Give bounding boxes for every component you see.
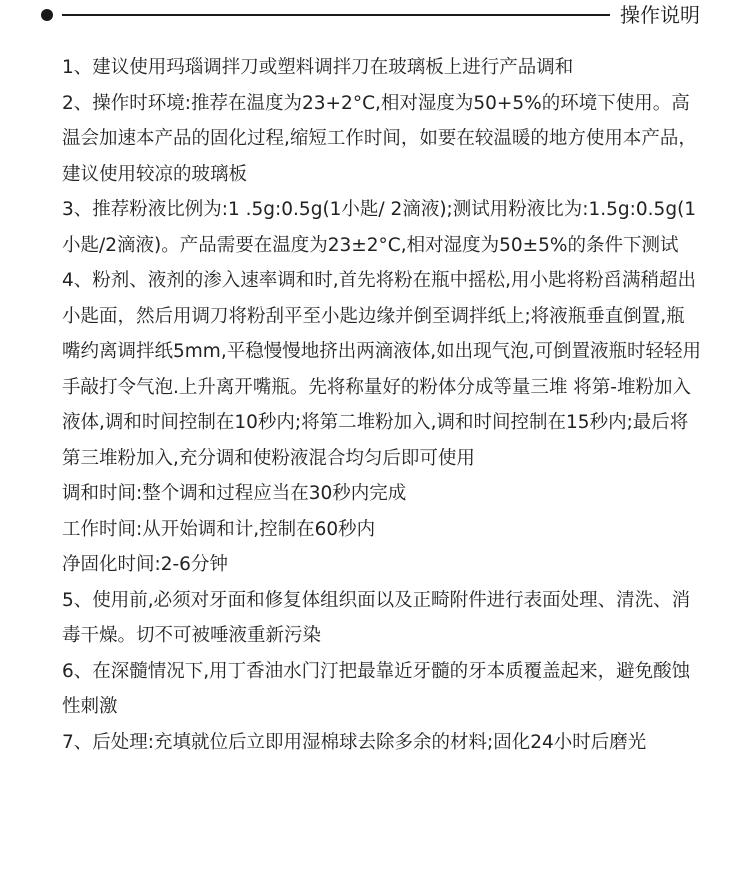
instruction-7: 7、后处理:充填就位后立即用湿棉球去除多余的材料;固化24小时后磨光 — [62, 731, 647, 753]
instruction-2: 2、操作时环境:推荐在温度为23+2°C,相对湿度为50+5%的环境下使用。高温会加速本产品的固化过程,缩短工作时间，如要在较温暖的地方使用本产品，建议使用较凉的玻璃板 — [62, 92, 697, 185]
section-title: 操作说明 — [620, 3, 700, 27]
instruction-6: 6、在深髓情况下,用丁香油水门汀把最靠近牙髓的牙本质覆盖起来，避免酸蚀性刺激 — [62, 660, 691, 717]
instruction-1: 1、建议使用玛瑙调拌刀或塑料调拌刀在玻璃板上进行产品调和 — [62, 57, 574, 78]
instruction-5: 5、使用前,必须对牙面和修复体组织面以及正畸附件进行表面处理、清洗、消毒干燥。切不可被唾液重新污染 — [62, 589, 691, 646]
net-setting-time: 净固化时间:2-6分钟 — [62, 554, 228, 575]
instructions-body — [62, 50, 702, 760]
bullet-dot-icon — [41, 9, 53, 21]
working-time: 工作时间:从开始调和计,控制在60秒内 — [62, 518, 376, 540]
instruction-4: 4、粉剂、液剂的渗入速率调和时,首先将粉在瓶中摇松,用小匙将粉舀满稍超出小匙面，然后用调刀将粉刮平至小匙边缘并倒至调拌纸上;将液瓶垂直倒置,瓶嘴约离调拌纸5mm,平稳慢慢地挤出两滴液体,如出现气泡,可倒置液瓶时轻轻用手敲打令气泡.上升离开嘴瓶。先将称量好的粉体分成等量三堆 将第-堆粉加入液体,调和时间控制在10秒内;将第二堆粉加入,调和时间控制在15秒内;最后将第三堆粉加入,充分调和使粉液混合均匀后即可使用 — [62, 270, 701, 469]
mixing-time: 调和时间:整个调和过程应当在30秒内完成 — [62, 483, 407, 504]
header-rule — [62, 14, 610, 16]
instruction-3: 3、推荐粉液比例为:1 .5g:0.5g(1小匙/ 2滴液);测试用粉液比为:1.5g:0.5g(1小匙/2滴液)。产品需要在温度为23±2°C,相对湿度为50±5%的条件下测试 — [62, 199, 697, 256]
section-header — [0, 0, 750, 32]
